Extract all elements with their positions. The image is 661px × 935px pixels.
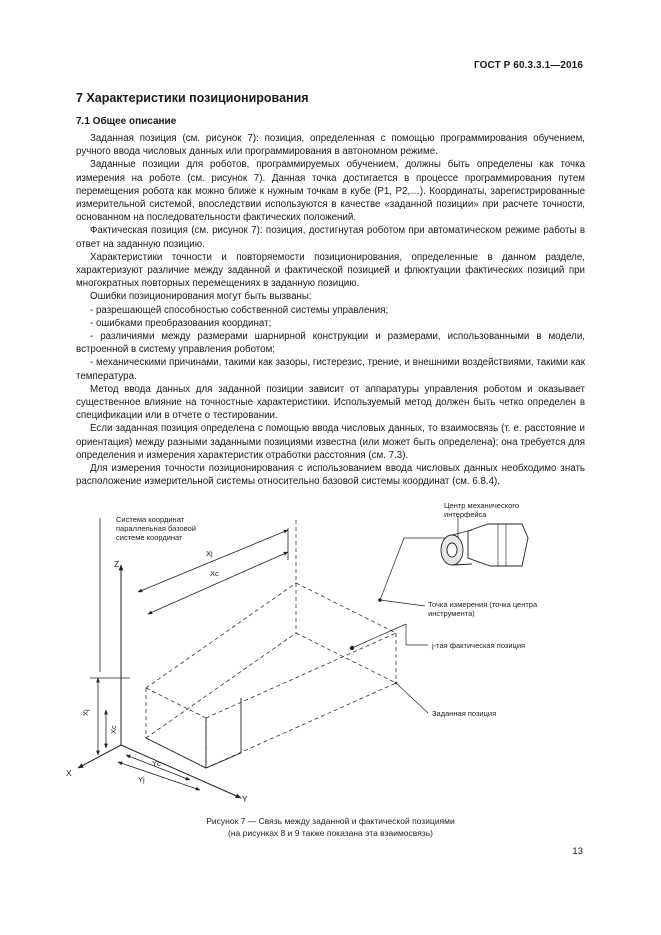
list-item: - механическими причинами, такими как зазоры, гистерезис, трение, и внешними воздействиями, такими как температура.	[76, 357, 585, 382]
paragraph: Заданные позиции для роботов, программируемых обучением, должны быть определены как точка измерения на роботе (см. рисунок 7). Данная точка достигается в процессе программирования путем перемещения робота как можно ближе к нужным точкам в кубе (P1, P2,…). Координаты, зарегистрированные измерительной системой, впоследствии используются в качестве «заданной позиции» при расчете точности, основанном на последовательности фактических положений.	[76, 159, 585, 224]
section-title: 7 Характеристики позиционирования	[76, 91, 309, 105]
page-number: 13	[572, 846, 583, 857]
body-text	[76, 132, 585, 488]
list-item: - различиями между размерами шарнирной конструкции и размерами, использованными в модели, встроенной в систему управления роботом;	[76, 331, 585, 356]
actual-position-label: j-тая фактическая позиция	[432, 641, 526, 650]
yc-label: Yc	[152, 759, 161, 768]
measure-point-label: Точка измерения (точка центра инструмента)	[428, 600, 538, 618]
paragraph: Ошибки позиционирования могут быть вызваны:	[90, 291, 312, 303]
paragraph: Характеристики точности и повторяемости позиционирования, определенные в данном разделе, характеризуют различие между заданной и фактической позицией и флюктуации фактических позиций при многократных повторных перемещениях в заданную позицию.	[76, 251, 585, 290]
yj-label: Yj	[138, 775, 145, 784]
paragraph: Для измерения точности позиционирования с использованием ввода числовых данных необходимо знать расположение измерительной системы относительно базовой системы координат (см. 6.8.4).	[76, 463, 585, 488]
subsection-title: 7.1 Общее описание	[76, 116, 177, 127]
paragraph: Фактическая позиция (см. рисунок 7): позиция, достигнутая роботом при автоматическом режиме работы в ответ на заданную позицию.	[76, 225, 585, 250]
x-axis	[78, 745, 121, 768]
figure-diagram	[60, 500, 590, 810]
axis-x-label: X	[66, 768, 72, 778]
target-position-label: Заданная позиция	[432, 709, 497, 718]
xj-label: Xj	[206, 549, 213, 558]
zj-label: Xj	[81, 709, 90, 716]
outer-cube	[146, 520, 396, 768]
y-axis	[121, 745, 241, 798]
figure-7	[60, 500, 590, 810]
document-code: ГОСТ Р 60.3.3.1—2016	[473, 60, 583, 71]
interface-center-label: Центр механического интерфейса	[444, 501, 519, 519]
axis-z-label: Z	[114, 559, 120, 569]
list-item: - разрешающей способностью собственной системы управления;	[90, 304, 389, 316]
axis-y-label: Y	[242, 794, 248, 804]
figure-caption: Рисунок 7 — Связь между заданной и фактической позициями	[206, 816, 455, 826]
figure-caption-note: (на рисунках 8 и 9 также показана эта взаимосвязь)	[228, 828, 433, 838]
mechanical-interface-icon	[441, 524, 528, 566]
zc-label: Xc	[109, 725, 118, 734]
list-item: - ошибками преобразования координат;	[90, 317, 272, 329]
paragraph: Заданная позиция (см. рисунок 7): позиция, определенная с помощью программирования обучением, ручного ввода числовых данных или программирования в автономном режиме.	[76, 133, 585, 158]
paragraph: Если заданная позиция определена с помощью ввода числовых данных, то взаимосвязь (т. е. расстояние и ориентация) между разными заданными позициями известна (или может быть определена); она требуется для определения и измерения характеристик отработки расстояния (см. 7.3).	[76, 423, 585, 461]
paragraph: Метод ввода данных для заданной позиции зависит от аппаратуры управления роботом и оказывает существенное влияние на точностные характеристики. Используемый метод должен быть четко определен в спецификации или в отчете о тестировании.	[76, 383, 585, 422]
parallel-system-label: Система координат параллельная базовой системе координат	[116, 515, 196, 542]
xc-label: Xc	[210, 569, 219, 578]
